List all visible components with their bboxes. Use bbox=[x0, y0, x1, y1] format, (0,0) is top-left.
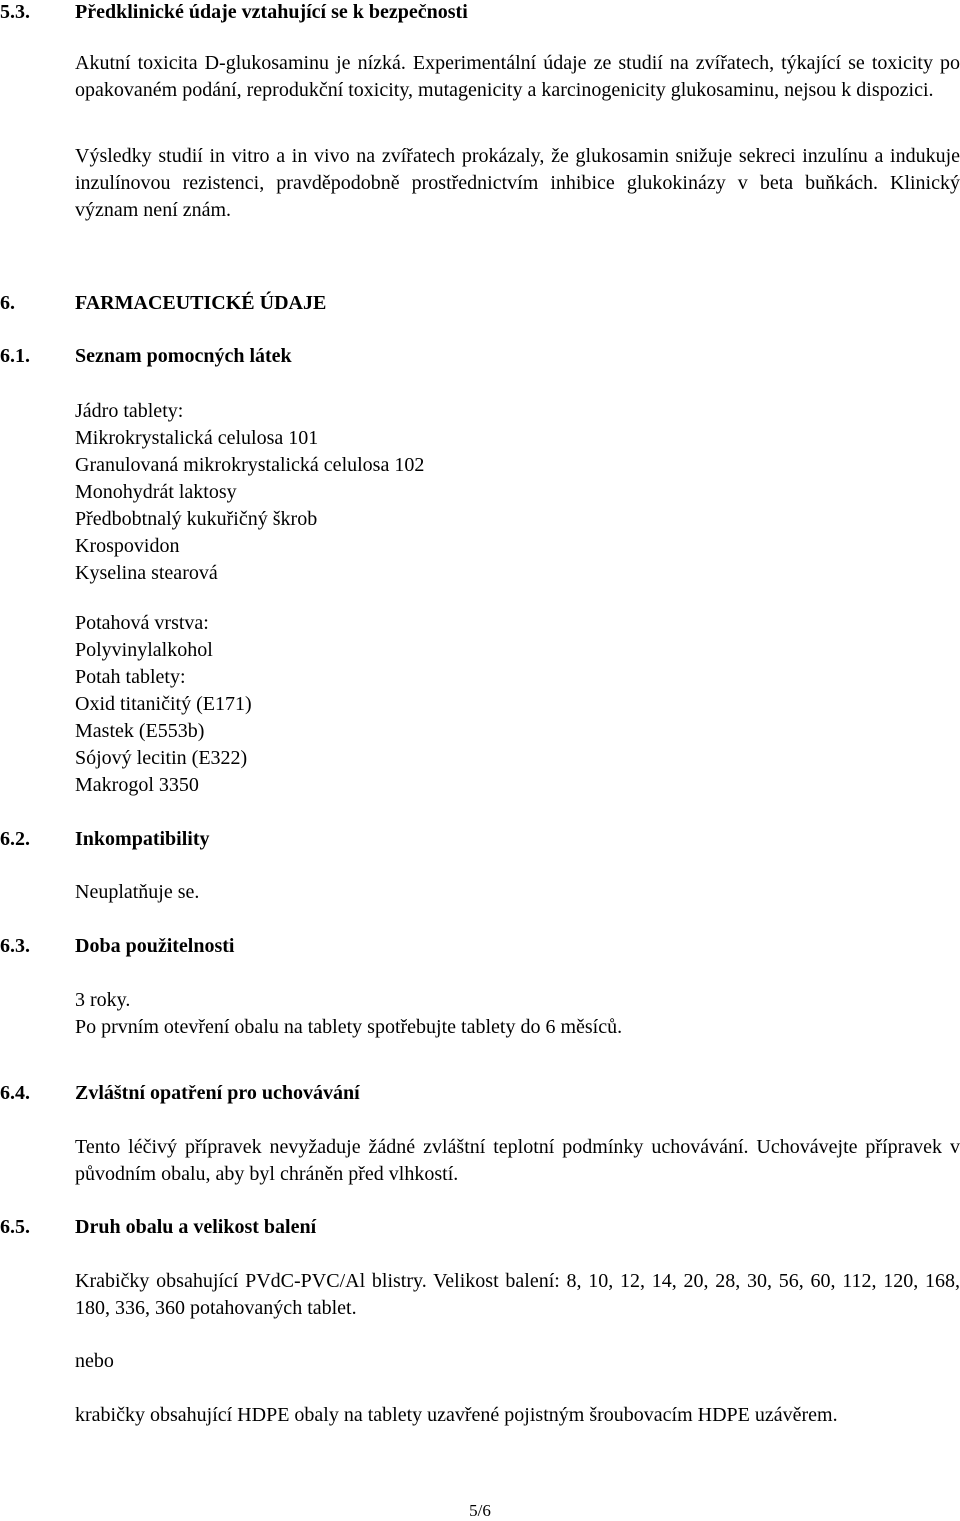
section-6-3-text bbox=[75, 987, 960, 1041]
section-number: 5.3. bbox=[0, 1, 30, 23]
section-6-2-heading bbox=[0, 826, 960, 853]
section-title: Seznam pomocných látek bbox=[75, 345, 292, 367]
list-item: Kyselina stearová bbox=[75, 562, 218, 584]
section-title: Předklinické údaje vztahující se k bezpečnosti bbox=[75, 1, 468, 23]
list-item: Sójový lecitin (E322) bbox=[75, 747, 248, 769]
shelf-life: 3 roky. bbox=[75, 989, 131, 1011]
section-6-5-paragraph-1 bbox=[75, 1268, 960, 1322]
paragraph-text: Tento léčivý přípravek nevyžaduje žádné zvláštní teplotní podmínky uchovávání. Uchovávejte přípravek v původním obalu, aby byl chráněn před vlhkostí. bbox=[75, 1136, 960, 1185]
list-item: Krospovidon bbox=[75, 535, 180, 557]
list-item: Polyvinylalkohol bbox=[75, 639, 213, 661]
excipients-coating-list bbox=[75, 610, 960, 799]
section-number: 6.3. bbox=[0, 935, 30, 957]
section-title: FARMACEUTICKÉ ÚDAJE bbox=[75, 292, 327, 314]
list-label: Potah tablety: bbox=[75, 666, 186, 688]
page-number: 5/6 bbox=[469, 1501, 491, 1520]
paragraph-text: Neuplatňuje se. bbox=[75, 881, 200, 903]
section-6-2-text bbox=[75, 879, 960, 906]
list-label: Potahová vrstva: bbox=[75, 612, 209, 634]
list-item: Oxid titaničitý (E171) bbox=[75, 693, 252, 715]
section-6-5-paragraph-2 bbox=[75, 1402, 960, 1429]
paragraph-text: Krabičky obsahující PVdC-PVC/Al blistry. Velikost balení: 8, 10, 12, 14, 20, 28, 30, 56, 60, 112, 120, 168, 180, 336, 360 potahovaných tablet. bbox=[75, 1270, 960, 1319]
section-5-3-paragraph-2 bbox=[75, 143, 960, 224]
section-number: 6.1. bbox=[0, 345, 30, 367]
list-item: Mikrokrystalická celulosa 101 bbox=[75, 427, 319, 449]
list-item: Makrogol 3350 bbox=[75, 774, 199, 796]
section-number: 6.5. bbox=[0, 1216, 30, 1238]
paragraph-text: Výsledky studií in vitro a in vivo na zvířatech prokázaly, že glukosamin snižuje sekreci inzulínu a indukuje inzulínovou rezistenci, pravděpodobně prostřednictvím inhibice glukokinázy v beta buňkách. Klinický význam není znám. bbox=[75, 145, 960, 221]
section-6-5-heading bbox=[0, 1214, 960, 1241]
excipients-core-list bbox=[75, 398, 960, 587]
section-6-5-or bbox=[75, 1348, 960, 1375]
section-6-1-heading bbox=[0, 343, 960, 370]
section-6-4-heading bbox=[0, 1080, 960, 1107]
section-5-3-paragraph-1 bbox=[75, 50, 960, 104]
section-number: 6.2. bbox=[0, 828, 30, 850]
list-item: Granulovaná mikrokrystalická celulosa 102 bbox=[75, 454, 425, 476]
section-number: 6.4. bbox=[0, 1082, 30, 1104]
section-title: Zvláštní opatření pro uchovávání bbox=[75, 1082, 360, 1104]
section-5-3-heading bbox=[0, 0, 960, 26]
list-item: Mastek (E553b) bbox=[75, 720, 205, 742]
section-title: Inkompatibility bbox=[75, 828, 210, 850]
section-6-3-heading bbox=[0, 933, 960, 960]
section-title: Doba použitelnosti bbox=[75, 935, 235, 957]
section-6-4-text bbox=[75, 1134, 960, 1188]
section-title: Druh obalu a velikost balení bbox=[75, 1216, 317, 1238]
paragraph-text: nebo bbox=[75, 1350, 114, 1372]
paragraph-text: Akutní toxicita D-glukosaminu je nízká. Experimentální údaje ze studií na zvířatech, týkající se toxicity po opakovaném podání, reprodukční toxicity, mutagenicity a karcinogenicity glukosaminu, nejsou k dispozici. bbox=[75, 52, 960, 101]
section-6-heading bbox=[0, 290, 960, 317]
list-label: Jádro tablety: bbox=[75, 400, 184, 422]
list-item: Předbobtnalý kukuřičný škrob bbox=[75, 508, 318, 530]
list-item: Monohydrát laktosy bbox=[75, 481, 237, 503]
section-number: 6. bbox=[0, 292, 15, 314]
in-use-shelf-life: Po prvním otevření obalu na tablety spotřebujte tablety do 6 měsíců. bbox=[75, 1016, 623, 1038]
paragraph-text: krabičky obsahující HDPE obaly na tablety uzavřené pojistným šroubovacím HDPE uzávěrem. bbox=[75, 1404, 838, 1426]
